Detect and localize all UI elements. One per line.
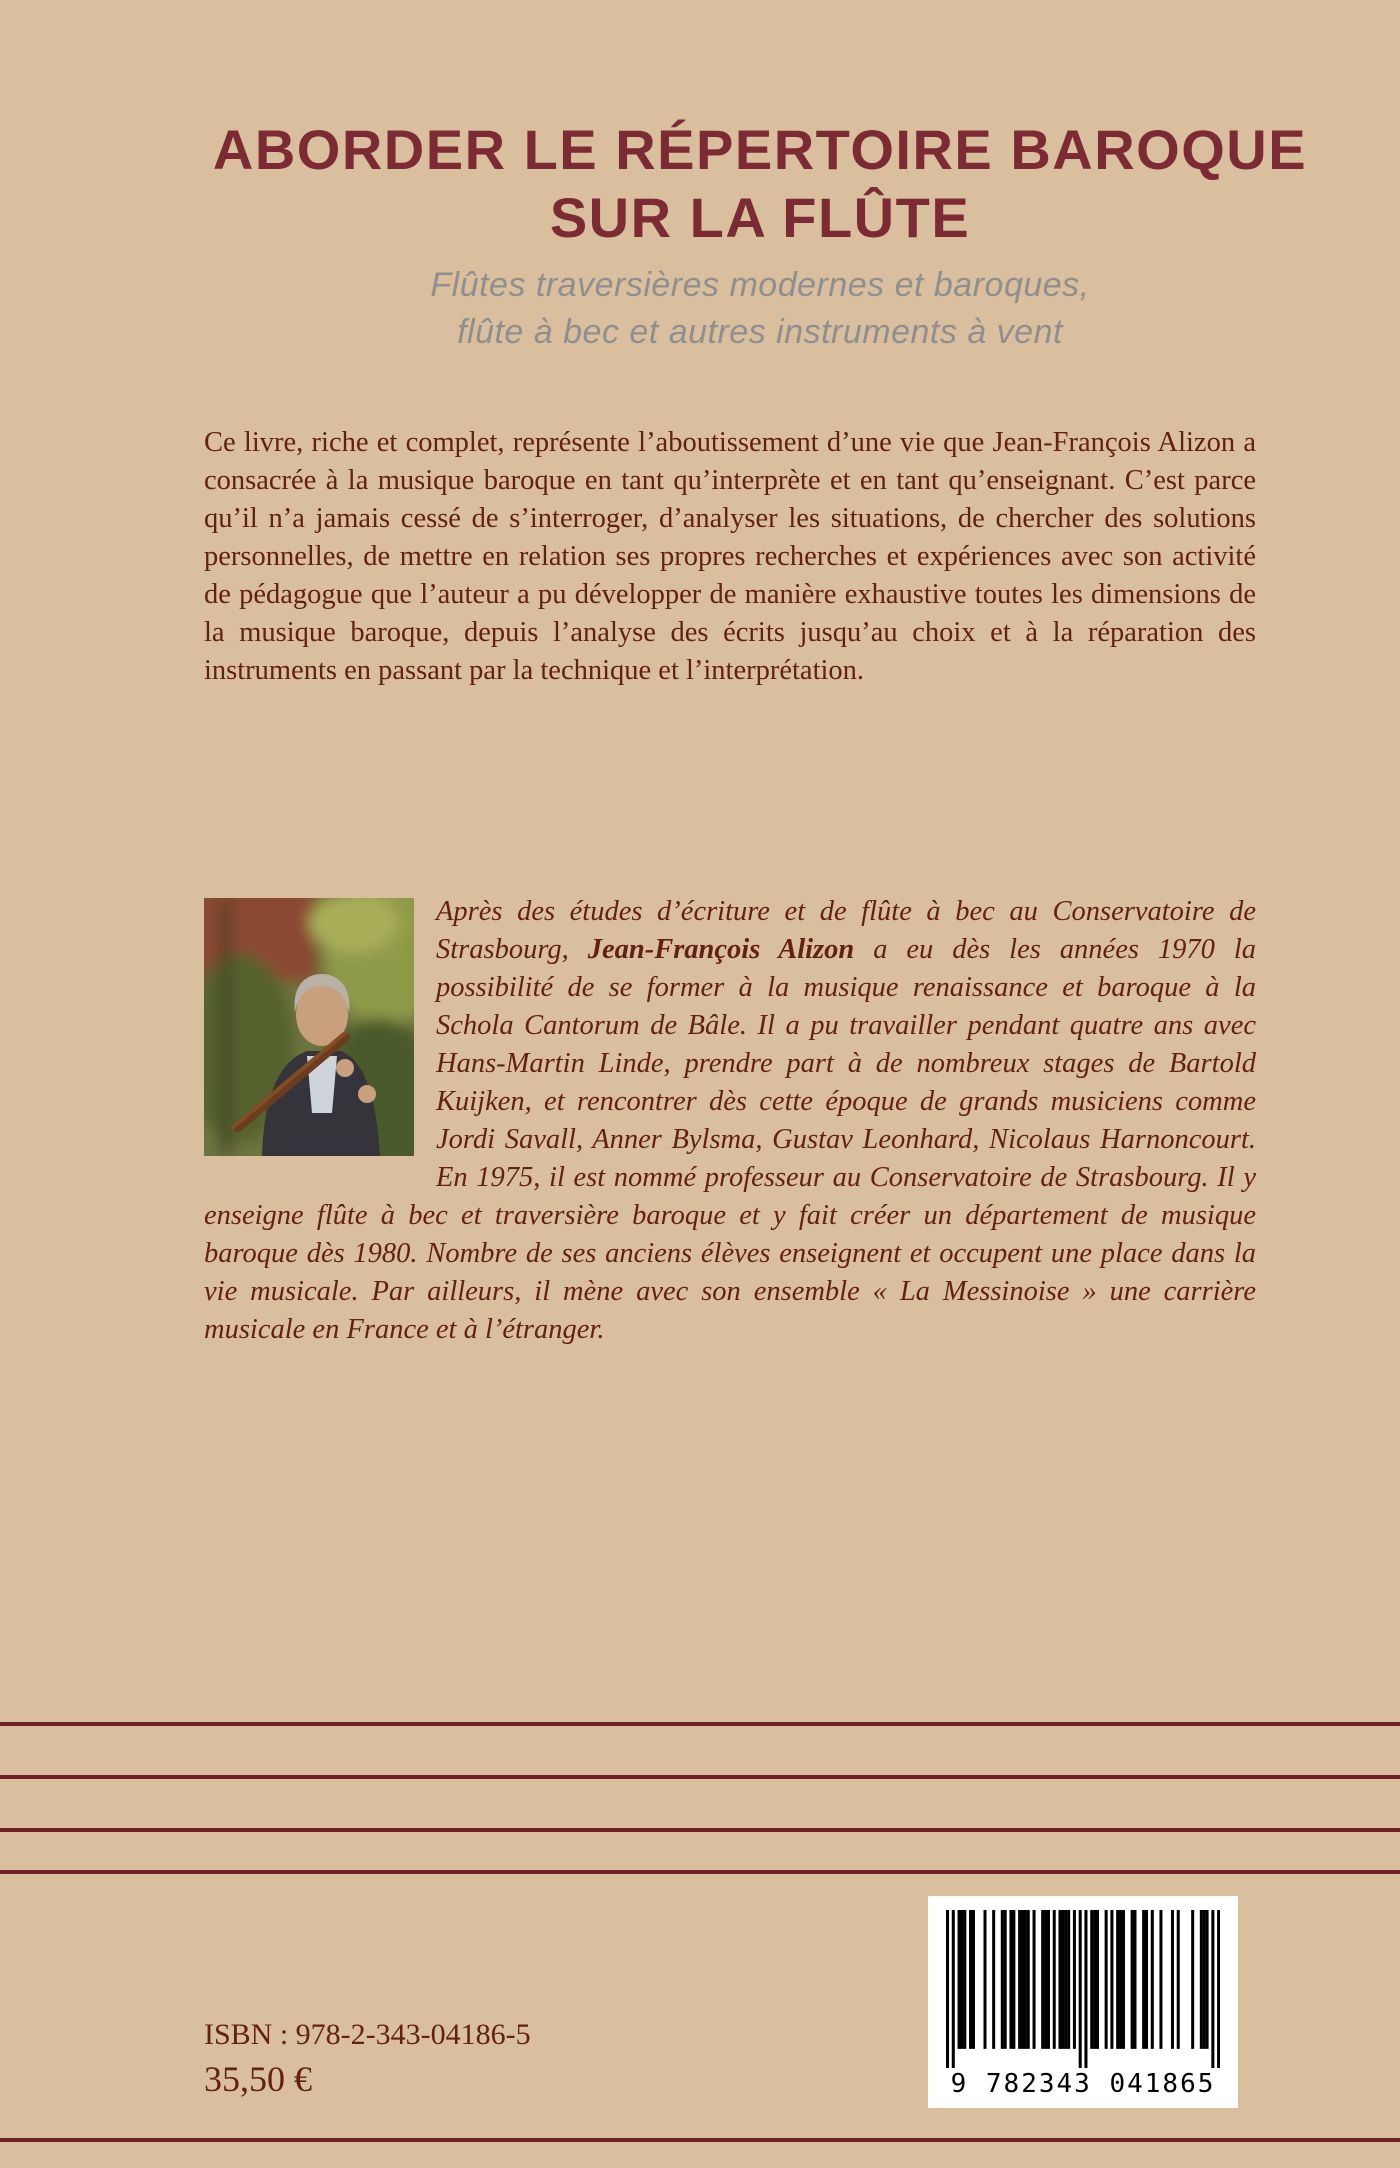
author-bio-section <box>204 893 1256 1349</box>
book-title <box>120 116 1400 252</box>
author-photo <box>204 898 414 1156</box>
description-paragraph: Ce livre, riche et complet, représente l’aboutissement d’une vie que Jean-François Alizon a consacrée à la musique baroque en tant qu’interprète et en tant qu’enseignant. C’est parce qu’il n’a jamais cessé de s’interroger, d’analyser les situations, de chercher des solutions personnelles, de mettre en relation ses propres recherches et expériences avec son activité de pédagogue que l’auteur a pu développer de manière exhaustive toutes les dimensions de la musique baroque, depuis l’analyse des écrits jusqu’au choix et à la réparation des instruments en passant par la technique et l’interprétation. <box>204 427 1256 686</box>
barcode-bars <box>946 1910 1220 2068</box>
divider-line <box>0 1828 1400 1832</box>
bottom-divider-line <box>0 2138 1400 2142</box>
bio-text-after-name: a eu dès les années 1970 la possibilité de se former à la musique renaissance et baroque à la Schola Cantorum de Bâle. Il a pu travailler pendant quatre ans avec Hans-Martin Linde, prendre part à de nombreux stages de Bartold Kuijken, et rencontrer dès cette époque de grands musiciens comme Jordi Savall, Anner Bylsma, Gustav Leonhard, Nicolaus Harnoncourt. En 1975, il est nommé professeur au Conservatoire de Strasbourg. Il y enseigne flûte à bec et traversière baroque et y fait créer un département de musique baroque dès 1980. Nombre de ses anciens élèves enseignent et occupent une place dans la vie musicale. Par ailleurs, il mène avec son ensemble « La Messinoise » une carrière musicale en France et à l’étranger. <box>204 934 1256 1345</box>
book-subtitle-line-2: flûte à bec et autres instruments à vent <box>457 313 1063 351</box>
barcode-number: 9 782343 041865 <box>950 2069 1216 2099</box>
book-subtitle-line-1: Flûtes traversières modernes et baroques, <box>430 266 1090 304</box>
divider-line <box>0 1870 1400 1874</box>
barcode <box>928 1896 1238 2108</box>
divider-line <box>0 1775 1400 1779</box>
isbn-label: ISBN : 978-2-343-04186-5 <box>204 2018 531 2051</box>
author-photo-illustration <box>204 898 414 1156</box>
price-label: 35,50 € <box>204 2059 312 2099</box>
divider-line <box>0 1722 1400 1726</box>
book-subtitle <box>120 262 1400 356</box>
book-title-line-2: SUR LA FLÛTE <box>549 186 971 249</box>
bio-text-before-name: Après des études d’écriture et de flûte à bec au Conservatoire de Strasbourg, <box>436 896 1256 965</box>
author-name: Jean-François Alizon <box>587 934 855 965</box>
book-title-line-1: ABORDER LE RÉPERTOIRE BAROQUE <box>212 118 1308 181</box>
